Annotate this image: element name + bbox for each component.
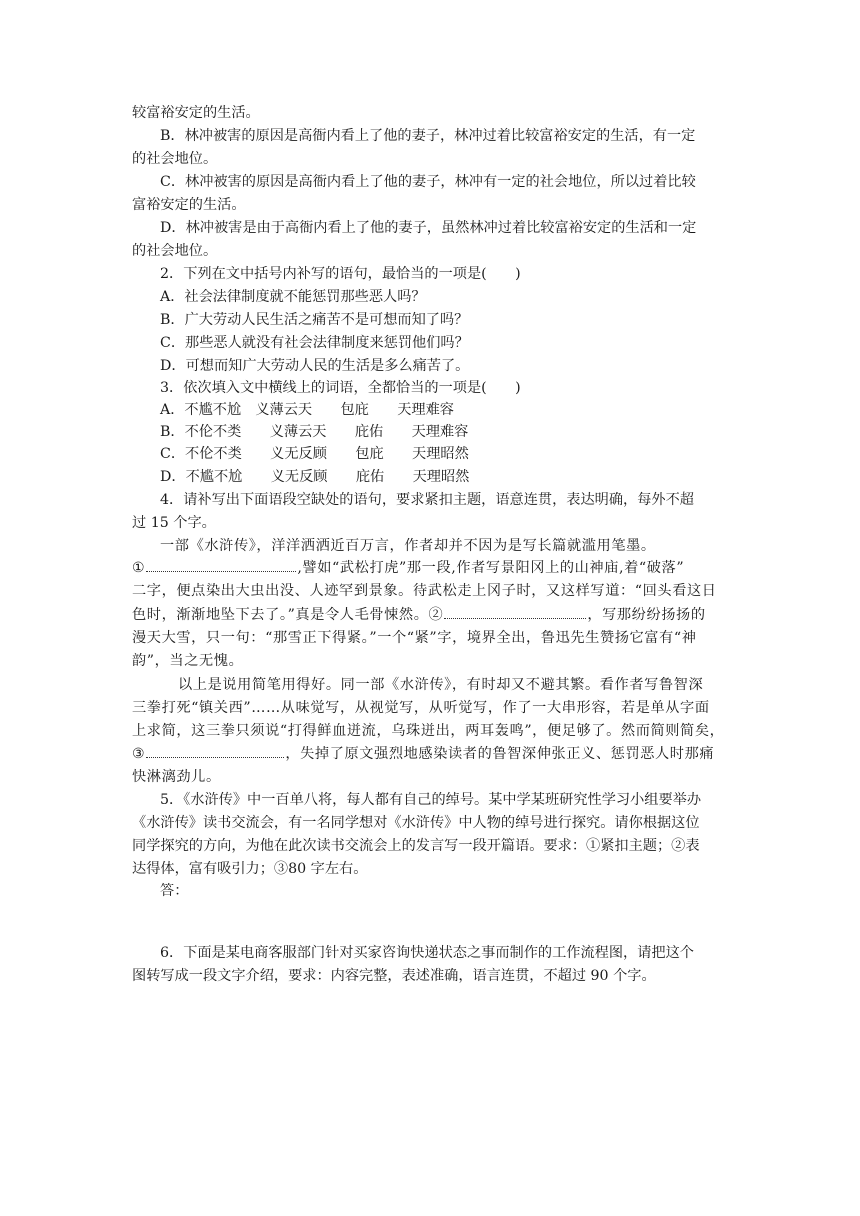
passage-line-11: 快淋漓劲儿。: [132, 769, 221, 785]
question-6-line1: 6．下面是某电商客服部门针对买家咨询快递状态之事而制作的工作流程图，请把这个: [160, 945, 694, 961]
blank-3-marker: ③: [132, 746, 146, 762]
passage-line-10-text: ，失掉了原文强烈地感染读者的鲁智深伸张正义、惩罚恶人时那痛: [285, 746, 715, 762]
question-4-stem-line1: 4．请补写出下面语段空缺处的语句，要求紧扣主题，语意连贯，表达明确，每外不超: [160, 492, 694, 508]
passage-line-6: 韵”，当之无愧。: [132, 653, 244, 669]
passage-line-4-text-b: ，写那纷纷扬扬的: [587, 607, 706, 623]
passage-line-3: 二字，便点染出大虫出没、人迹罕到景象。待武松走上冈子时，又这样写道：“回头看这日: [132, 583, 717, 599]
answer-label: 答：: [160, 883, 189, 899]
passage-line-9: 上求简，这三拳只须说“打得鲜血迸流，乌珠迸出，两耳轰鸣”，便足够了。然而简则简矣，: [132, 723, 725, 739]
option-c-line1: C．林冲被害的原因是高衙内看上了他的妻子，林冲有一定的社会地位，所以过着比较: [160, 174, 696, 190]
question-3-option-b: B．不伦不类 义薄云天 庇佑 天理难容: [160, 424, 469, 440]
question-3-option-c: C．不伦不类 义无反顾 包庇 天理昭然: [160, 446, 469, 462]
passage-line-2: [132, 557, 684, 579]
passage-line-4: [132, 604, 706, 626]
blank-1-marker: ①: [132, 560, 146, 576]
passage-line-10: [132, 743, 714, 765]
question-5-line1: 5．《水浒传》中一百单八将，每人都有自己的绰号。某中学某班研究性学习小组要举办: [160, 792, 702, 808]
option-c-line2: 富裕安定的生活。: [132, 197, 246, 213]
question-5-line2: 《水浒传》读书交流会，有一名同学想对《水浒传》中人物的绰号进行探究。请你根据这位: [132, 815, 700, 831]
blank-1-line[interactable]: [146, 557, 296, 572]
question-6-line2: 图转写成一段文字介绍，要求：内容完整，表述准确，语言连贯，不超过 90 个字。: [132, 968, 656, 984]
blank-2-marker: ②: [428, 607, 444, 623]
question-2-option-d: D．可想而知广大劳动人民的生活是多么痛苦了。: [160, 358, 470, 374]
question-2-option-b: B．广大劳动人民生活之痛苦不是可想而知了吗？: [160, 312, 469, 328]
passage-line-4-text-a: 色时，渐渐地坠下去了。”真是令人毛骨悚然。: [132, 607, 429, 623]
question-5-line3: 同学探究的方向，为他在此次读书交流会上的发言写一段开篇语。要求：①紧扣主题；②表: [132, 838, 700, 854]
passage-line-8: 三拳打死“镇关西”……从味觉写，从视觉写，从听觉写，作了一大串形容，若是单从字面: [132, 700, 710, 716]
question-2-stem: 2．下列在文中括号内补写的语句，最恰当的一项是( ): [160, 266, 521, 282]
option-b-line1: B．林冲被害的原因是高衙内看上了他的妻子，林冲过着比较富裕安定的生活，有一定: [160, 128, 696, 144]
question-3-stem: 3．依次填入文中横线上的词语，全都恰当的一项是( ): [160, 380, 521, 396]
question-5-line4: 达得体，富有吸引力；③80 字左右。: [132, 861, 368, 877]
question-2-option-c: C．那些恶人就没有社会法律制度来惩罚他们吗？: [160, 335, 469, 351]
passage-line-1: 一部《水浒传》，洋洋洒洒近百万言，作者却并不因为是写长篇就滥用笔墨。: [160, 538, 656, 554]
option-b-line2: 的社会地位。: [132, 151, 218, 167]
question-2-option-a: A．社会法律制度就不能惩罚那些恶人吗？: [160, 289, 426, 305]
question-3-option-d: D．不尴不尬 义无反顾 庇佑 天理昭然: [160, 469, 470, 485]
blank-3-line[interactable]: [146, 743, 284, 758]
passage-line-2-text: ,譬如“武松打虎”那一段,作者写景阳冈上的山神庙,着“破落”: [297, 560, 685, 576]
option-d-line1: D．林冲被害是由于高衙内看上了他的妻子，虽然林冲过着比较富裕安定的生活和一定: [160, 220, 697, 236]
passage-line-7: 以上是说用简笔用得好。同一部《水浒传》，有时却又不避其繁。看作者写鲁智深: [178, 677, 704, 693]
question-3-option-a: A．不尴不尬 义薄云天 包庇 天理难容: [160, 402, 454, 418]
blank-2-line[interactable]: [444, 604, 586, 619]
option-a-tail: 较富裕安定的生活。: [132, 105, 260, 121]
question-4-stem-line2: 过 15 个字。: [132, 515, 216, 531]
option-d-line2: 的社会地位。: [132, 243, 218, 259]
passage-line-5: 漫天大雪，只一句：“那雪正下得紧。”一个“紧”字，境界全出，鲁迅先生赞扬它富有“神: [132, 630, 697, 646]
